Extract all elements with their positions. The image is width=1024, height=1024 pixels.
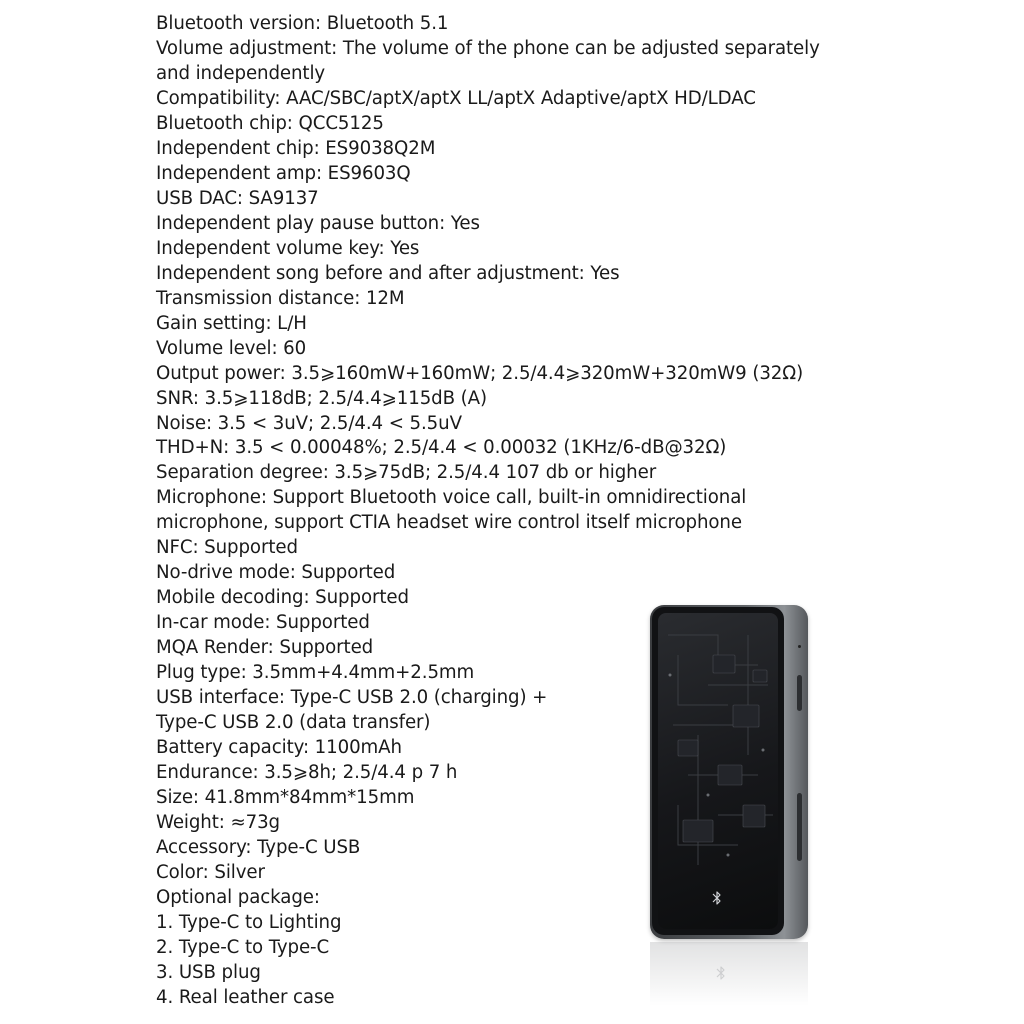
spec-line: USB DAC: SA9137 bbox=[156, 187, 319, 209]
side-button-upper bbox=[797, 675, 802, 711]
spec-line: Optional package: bbox=[156, 886, 320, 908]
device-front-glass bbox=[652, 607, 784, 935]
spec-line: 1. Type-C to Lighting bbox=[156, 911, 342, 933]
spec-line: Size: 41.8mm*84mm*15mm bbox=[156, 787, 415, 809]
spec-line: Separation degree: 3.5⩾75dB; 2.5/4.4 107 db or higher bbox=[156, 462, 657, 484]
spec-line: Accessory: Type-C USB bbox=[156, 836, 361, 858]
spec-line: Independent volume key: Yes bbox=[156, 237, 420, 259]
spec-line: Microphone: Support Bluetooth voice call, built-in omnidirectional bbox=[156, 487, 747, 509]
spec-line: Independent play pause button: Yes bbox=[156, 212, 480, 234]
spec-line: Plug type: 3.5mm+4.4mm+2.5mm bbox=[156, 662, 475, 684]
spec-line: microphone, support CTIA headset wire control itself microphone bbox=[156, 512, 742, 534]
spec-line: 2. Type-C to Type-C bbox=[156, 936, 330, 958]
spec-line: Bluetooth chip: QCC5125 bbox=[156, 112, 384, 134]
spec-line: SNR: 3.5⩾118dB; 2.5/4.4⩾115dB (A) bbox=[156, 387, 488, 409]
spec-line: Independent amp: ES9603Q bbox=[156, 162, 411, 184]
spec-line: Volume level: 60 bbox=[156, 337, 307, 359]
spec-line: Type-C USB 2.0 (data transfer) bbox=[156, 712, 431, 734]
spec-line: 4. Real leather case bbox=[156, 986, 335, 1008]
spec-line: Volume adjustment: The volume of the phone can be adjusted separately bbox=[156, 37, 820, 59]
spec-line: Independent song before and after adjustment: Yes bbox=[156, 262, 620, 284]
spec-line: Compatibility: AAC/SBC/aptX/aptX LL/aptX Adaptive/aptX HD/LDAC bbox=[156, 87, 756, 109]
spec-line: Mobile decoding: Supported bbox=[156, 587, 409, 609]
spec-line: In-car mode: Supported bbox=[156, 612, 370, 634]
spec-line: and independently bbox=[156, 62, 326, 84]
spec-line: Weight: ≈73g bbox=[156, 812, 280, 833]
side-button-lower bbox=[797, 793, 802, 861]
microphone-hole bbox=[798, 645, 801, 648]
spec-line: Battery capacity: 1100mAh bbox=[156, 737, 402, 759]
spec-line: NFC: Supported bbox=[156, 537, 298, 559]
bluetooth-reflection-icon bbox=[714, 964, 728, 982]
spec-line: Output power: 3.5⩾160mW+160mW; 2.5/4.4⩾320mW+320mW9 (32Ω) bbox=[156, 362, 804, 384]
dac-device bbox=[650, 605, 808, 939]
circuit-board-graphic bbox=[658, 615, 778, 875]
spec-line: No-drive mode: Supported bbox=[156, 562, 396, 584]
spec-line: Color: Silver bbox=[156, 861, 265, 883]
spec-line: 3. USB plug bbox=[156, 961, 261, 983]
spec-line: Bluetooth version: Bluetooth 5.1 bbox=[156, 13, 449, 34]
spec-line: Transmission distance: 12M bbox=[156, 287, 405, 309]
spec-line: Gain setting: L/H bbox=[156, 312, 307, 334]
spec-line: THD+N: 3.5 < 0.00048%; 2.5/4.4 < 0.00032 (1KHz/6-dB@32Ω) bbox=[156, 437, 727, 459]
spec-line: MQA Render: Supported bbox=[156, 637, 374, 659]
spec-line: Endurance: 3.5⩾8h; 2.5/4.4 p 7 h bbox=[156, 762, 458, 784]
spec-line: Independent chip: ES9038Q2M bbox=[156, 137, 436, 159]
spec-line: USB interface: Type-C USB 2.0 (charging) + bbox=[156, 687, 548, 709]
device-reflection bbox=[650, 942, 808, 1022]
bluetooth-icon bbox=[710, 889, 724, 907]
spec-line: Noise: 3.5 < 3uV; 2.5/4.4 < 5.5uV bbox=[156, 412, 462, 434]
product-image bbox=[640, 600, 820, 1020]
